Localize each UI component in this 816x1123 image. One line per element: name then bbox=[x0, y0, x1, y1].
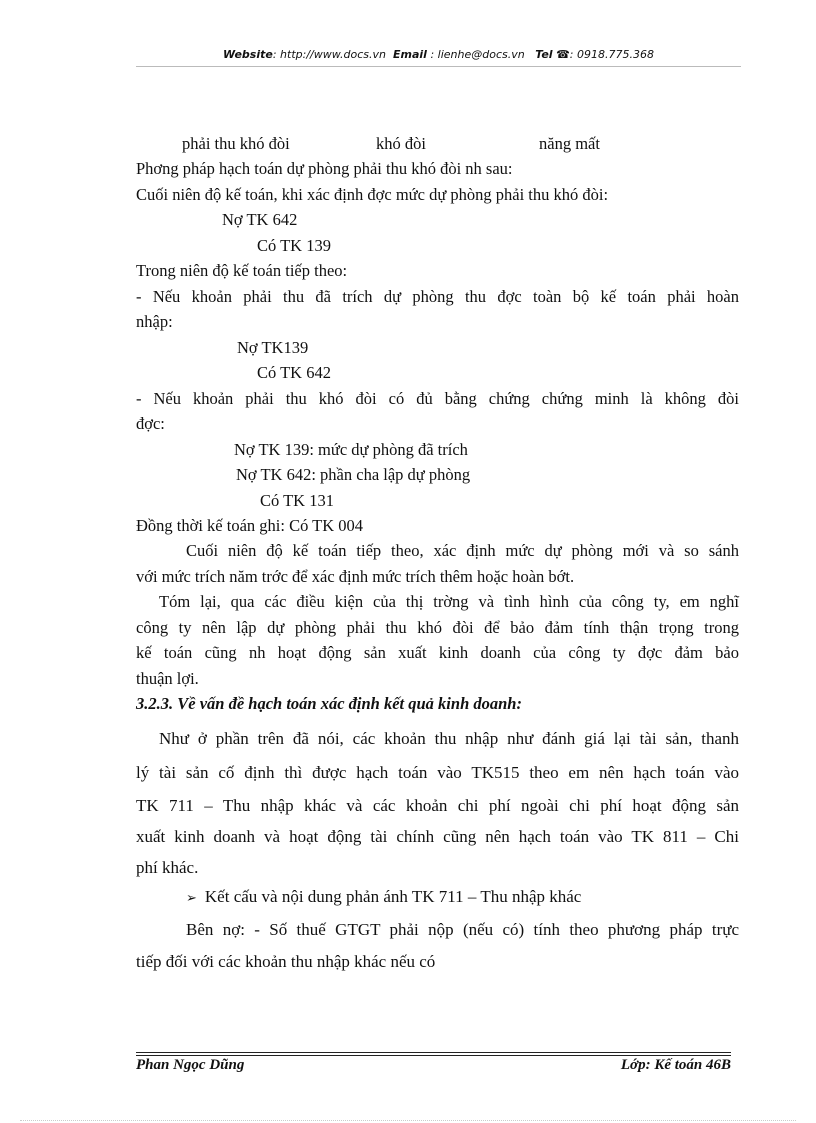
text-line: khó đòi bbox=[376, 134, 426, 153]
paragraph-line: TK 711 – Thu nhập khác và các khoản chi phí ngoài chi phí hoạt động sản bbox=[136, 796, 739, 815]
bullet-text: Kết cấu và nội dung phản ánh TK 711 – Thu nhập khác bbox=[204, 887, 582, 906]
tel-number: : 0918.775.368 bbox=[569, 48, 654, 61]
text-line: Đồng thời kế toán ghi: Có TK 004 bbox=[136, 516, 364, 535]
footer-author: Phan Ngọc Dũng bbox=[136, 1057, 245, 1073]
email-address: : lienhe@docs.vn bbox=[426, 48, 525, 61]
footer-rule bbox=[136, 1055, 731, 1056]
text-line: - Nếu khoản phải thu đã trích dự phòng thu đợc toàn bộ kế toán phải hoàn bbox=[136, 287, 739, 306]
footer-rule bbox=[136, 1052, 731, 1053]
paragraph-line: lý tài sản cố định thì được hạch toán vào TK515 theo em nên hạch toán vào bbox=[136, 763, 739, 782]
entry-debit: Nợ TK 642: phần cha lập dự phòng bbox=[236, 465, 471, 484]
text-line: phải thu khó đòi bbox=[182, 134, 290, 153]
header-rule bbox=[136, 66, 741, 67]
text-line: Trong niên độ kế toán tiếp theo: bbox=[136, 261, 348, 280]
entry-credit: Có TK 131 bbox=[260, 491, 334, 510]
text-line: nhập: bbox=[136, 312, 173, 331]
text-line: Tóm lại, qua các điều kiện của thị trờng và tình hình của công ty, em nghĩ bbox=[159, 592, 739, 611]
entry-debit: Nợ TK 642 bbox=[222, 210, 298, 229]
text-line: năng mất bbox=[539, 134, 600, 153]
text-line: đợc: bbox=[136, 414, 165, 433]
text-line: công ty nên lập dự phòng phải thu khó đòi để bảo đảm tính thận trọng trong bbox=[136, 618, 739, 637]
section-heading: 3.2.3. Về vấn đề hạch toán xác định kết quả kinh doanh: bbox=[136, 694, 522, 713]
website-label: Website bbox=[223, 48, 273, 61]
website-url: : http://www.docs.vn bbox=[272, 48, 387, 61]
text-line: với mức trích năm trớc để xác định mức trích thêm hoặc hoàn bớt. bbox=[136, 567, 575, 586]
email-label: Email bbox=[393, 48, 427, 61]
entry-credit: Có TK 642 bbox=[257, 363, 331, 382]
paragraph-line: tiếp đối với các khoản thu nhập khác nếu có bbox=[136, 952, 436, 971]
footer-class: Lớp: Kế toán 46B bbox=[620, 1057, 731, 1073]
tel-label: Tel bbox=[535, 48, 553, 61]
text-line: thuận lợi. bbox=[136, 669, 199, 688]
text-line: Phơng pháp hạch toán dự phòng phải thu khó đòi nh sau: bbox=[136, 159, 513, 178]
text-line: Cuối niên độ kế toán tiếp theo, xác định mức dự phòng mới và so sánh bbox=[186, 541, 739, 560]
entry-credit: Có TK 139 bbox=[257, 236, 331, 255]
entry-debit: Nợ TK 139: mức dự phòng đã trích bbox=[234, 440, 468, 459]
text-line: - Nếu khoản phải thu khó đòi có đủ bằng chứng chứng minh là không đòi bbox=[136, 389, 739, 408]
paragraph-line: Như ở phần trên đã nói, các khoản thu nhập như đánh giá lại tài sản, thanh bbox=[159, 729, 739, 748]
page-header bbox=[136, 48, 741, 61]
phone-icon: ☎ bbox=[556, 48, 570, 61]
text-line: kế toán cũng nh hoạt động sản xuất kinh doanh của công ty đợc đảm bảo bbox=[136, 643, 739, 662]
page-bottom-border bbox=[20, 1120, 796, 1121]
bullet-item bbox=[186, 887, 581, 909]
arrow-bullet-icon: ➢ bbox=[186, 891, 197, 906]
entry-debit: Nợ TK139 bbox=[237, 338, 309, 357]
paragraph-line: Bên nợ: - Số thuế GTGT phải nộp (nếu có) tính theo phương pháp trực bbox=[186, 920, 739, 939]
text-line: Cuối niên độ kế toán, khi xác định đợc mức dự phòng phải thu khó đòi: bbox=[136, 185, 609, 204]
paragraph-line: xuất kinh doanh và hoạt động tài chính cũng nên hạch toán vào TK 811 – Chi bbox=[136, 827, 739, 846]
paragraph-line: phí khác. bbox=[136, 858, 199, 877]
